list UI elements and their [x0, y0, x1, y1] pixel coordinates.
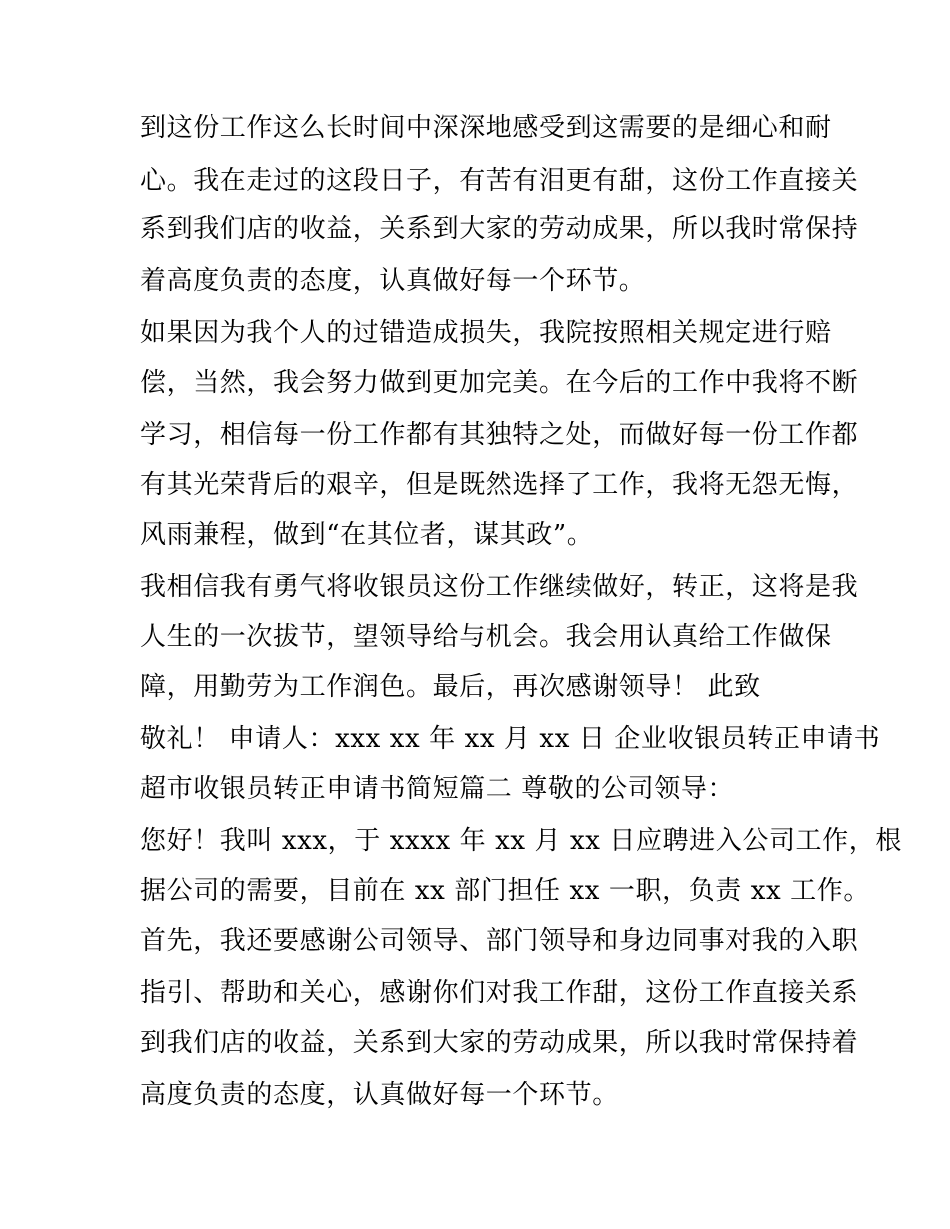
body-text-line: 人生的一次拔节，望领导给与机会。我会用认真给工作做保	[140, 622, 832, 652]
body-text-line: 障，用勤劳为工作润色。最后，再次感谢领导！ 此致	[140, 672, 761, 702]
body-text-line: 指引、帮助和关心，感谢你们对我工作甜，这份工作直接关系	[140, 978, 859, 1008]
body-text-line: 系到我们店的收益，关系到大家的劳动成果，所以我时常保持	[140, 214, 859, 244]
body-text-line: 您好！我叫 xxx，于 xxxx 年 xx 月 xx 日应聘进入公司工作，根	[140, 826, 902, 856]
body-text-line: 到这份工作这么长时间中深深地感受到这需要的是细心和耐	[140, 113, 832, 143]
body-text-line: 着高度负责的态度，认真做好每一个环节。	[140, 266, 646, 296]
body-text-line: 偿，当然，我会努力做到更加完美。在今后的工作中我将不断	[140, 368, 859, 398]
body-text-line: 有其光荣背后的艰辛，但是既然选择了工作，我将无怨无悔，	[140, 470, 859, 500]
body-text-line: 心。我在走过的这段日子，有苦有泪更有甜，这份工作直接关	[140, 166, 859, 196]
body-text-line: 超市收银员转正申请书简短篇二 尊敬的公司领导：	[140, 774, 735, 804]
body-text-line: 敬礼！ 申请人：xxx xx 年 xx 月 xx 日 企业收银员转正申请书	[140, 724, 881, 754]
body-text-line: 风雨兼程，做到“在其位者，谋其政”。	[140, 520, 594, 550]
body-text-line: 学习，相信每一份工作都有其独特之处，而做好每一份工作都	[140, 420, 859, 450]
body-text-line: 首先，我还要感谢公司领导、部门领导和身边同事对我的入职	[140, 926, 859, 956]
body-text-line: 我相信我有勇气将收银员这份工作继续做好，转正，这将是我	[140, 572, 859, 602]
body-text-line: 如果因为我个人的过错造成损失，我院按照相关规定进行赔	[140, 318, 832, 348]
body-text-line: 到我们店的收益，关系到大家的劳动成果，所以我时常保持着	[140, 1028, 859, 1058]
body-text-line: 据公司的需要，目前在 xx 部门担任 xx 一职，负责 xx 工作。	[140, 876, 870, 906]
body-text-line: 高度负责的态度，认真做好每一个环节。	[140, 1080, 619, 1110]
